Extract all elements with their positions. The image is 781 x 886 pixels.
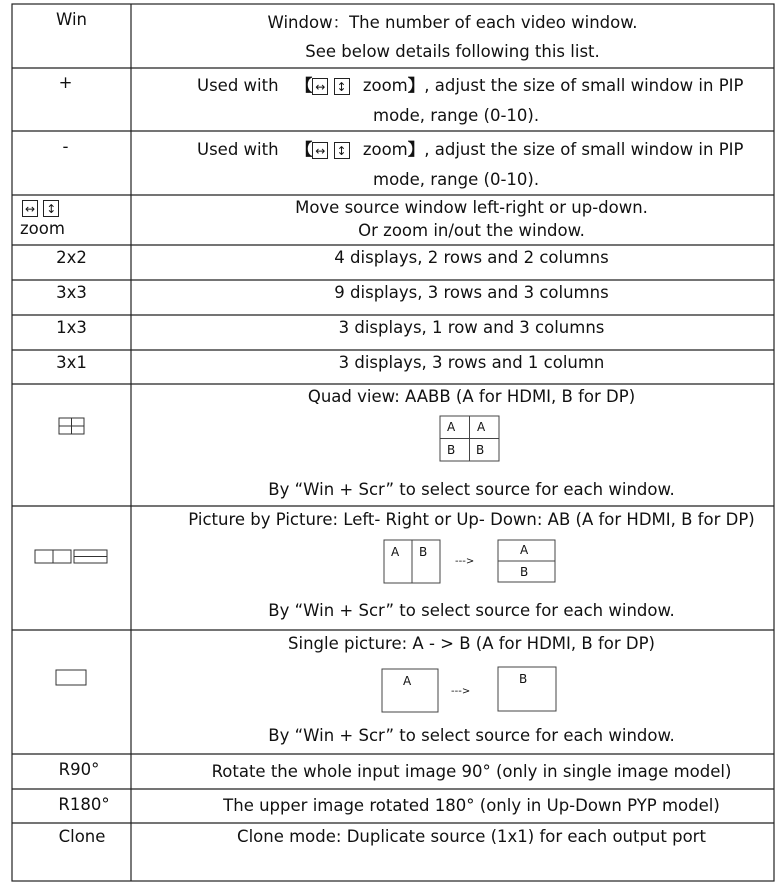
plus-description-line1 — [197, 76, 743, 96]
used-with-label: Used with — [197, 140, 279, 159]
pbp-arrow: ---> — [455, 556, 475, 567]
left-right-arrow-icon: ↔ — [312, 78, 328, 95]
zoom-key-icons — [22, 198, 59, 218]
plus-description-line2: mode, range (0-10). — [373, 106, 540, 125]
key-clone: Clone — [58, 827, 106, 846]
key-minus: - — [62, 137, 69, 156]
quad-view-title: Quad view: AABB (A for HDMI, B for DP) — [307, 387, 636, 406]
plus-tail-text: , adjust the size of small window in PIP — [424, 76, 744, 95]
quad-view-footer: By “Win + Scr” to select source for each window. — [268, 480, 675, 499]
pbp-left-a: A — [391, 545, 400, 559]
pbp-right-a: A — [520, 543, 529, 557]
key-zoom: zoom — [20, 219, 65, 238]
win-description-line1: Window：The number of each video window. — [267, 13, 638, 32]
win-description-line2: See below details following this list. — [305, 42, 600, 61]
quad-view-icon — [59, 418, 84, 434]
bracket-close: 】 — [407, 140, 425, 159]
key-r180: R180° — [58, 795, 110, 814]
key-plus: + — [58, 73, 73, 92]
clone-description: Clone mode: Duplicate source (1x1) for each output port — [237, 827, 706, 846]
bracket-close: 】 — [407, 76, 425, 95]
quad-cell-top-left: A — [447, 420, 456, 434]
up-down-arrow-icon: ↕ — [334, 78, 350, 95]
minus-tail-text: , adjust the size of small window in PIP — [424, 140, 744, 159]
single-left-a: A — [403, 674, 412, 688]
bracket-open: 【 — [295, 140, 313, 159]
left-right-arrow-icon: ↔ — [22, 200, 38, 217]
pbp-footer: By “Win + Scr” to select source for each window. — [268, 601, 675, 620]
minus-description-line2: mode, range (0-10). — [373, 170, 540, 189]
up-down-arrow-icon: ↕ — [43, 200, 59, 217]
key-1x3: 1x3 — [56, 318, 87, 337]
used-with-label: Used with — [197, 76, 279, 95]
table-border — [12, 4, 774, 881]
quad-cell-top-right: A — [477, 420, 486, 434]
3x3-description: 9 displays, 3 rows and 3 columns — [334, 283, 609, 302]
minus-description-line1 — [197, 140, 743, 160]
quad-cell-bottom-left: B — [447, 443, 456, 457]
2x2-description: 4 displays, 2 rows and 2 columns — [334, 248, 609, 267]
zoom-description-line2: Or zoom in/out the window. — [358, 221, 585, 240]
key-3x1: 3x1 — [56, 353, 87, 372]
key-3x3: 3x3 — [56, 283, 87, 302]
pbp-left-b: B — [419, 545, 428, 559]
single-picture-icon — [56, 670, 86, 685]
key-2x2: 2x2 — [56, 248, 87, 267]
single-arrow: ---> — [451, 686, 471, 697]
zoom-word: zoom — [362, 76, 408, 95]
pbp-title: Picture by Picture: Left- Right or Up- Down: AB (A for HDMI, B for DP) — [188, 510, 755, 529]
single-title: Single picture: A - > B (A for HDMI, B for DP) — [288, 634, 655, 653]
key-r90: R90° — [58, 760, 100, 779]
single-right-b: B — [519, 672, 528, 686]
pbp-right-b: B — [520, 565, 529, 579]
key-win: Win — [56, 10, 87, 29]
zoom-word: zoom — [362, 140, 408, 159]
r90-description: Rotate the whole input image 90° (only in single image model) — [211, 762, 732, 781]
quad-cell-bottom-right: B — [476, 443, 485, 457]
single-footer: By “Win + Scr” to select source for each window. — [268, 726, 675, 745]
picture-by-picture-icon — [35, 550, 107, 563]
left-right-arrow-icon: ↔ — [312, 142, 328, 159]
1x3-description: 3 displays, 1 row and 3 columns — [338, 318, 605, 337]
bracket-open: 【 — [295, 76, 313, 95]
zoom-description-line1: Move source window left-right or up-down. — [295, 198, 648, 217]
3x1-description: 3 displays, 3 rows and 1 column — [338, 353, 605, 372]
r180-description: The upper image rotated 180° (only in Up-Down PYP model) — [223, 796, 720, 815]
up-down-arrow-icon: ↕ — [334, 142, 350, 159]
